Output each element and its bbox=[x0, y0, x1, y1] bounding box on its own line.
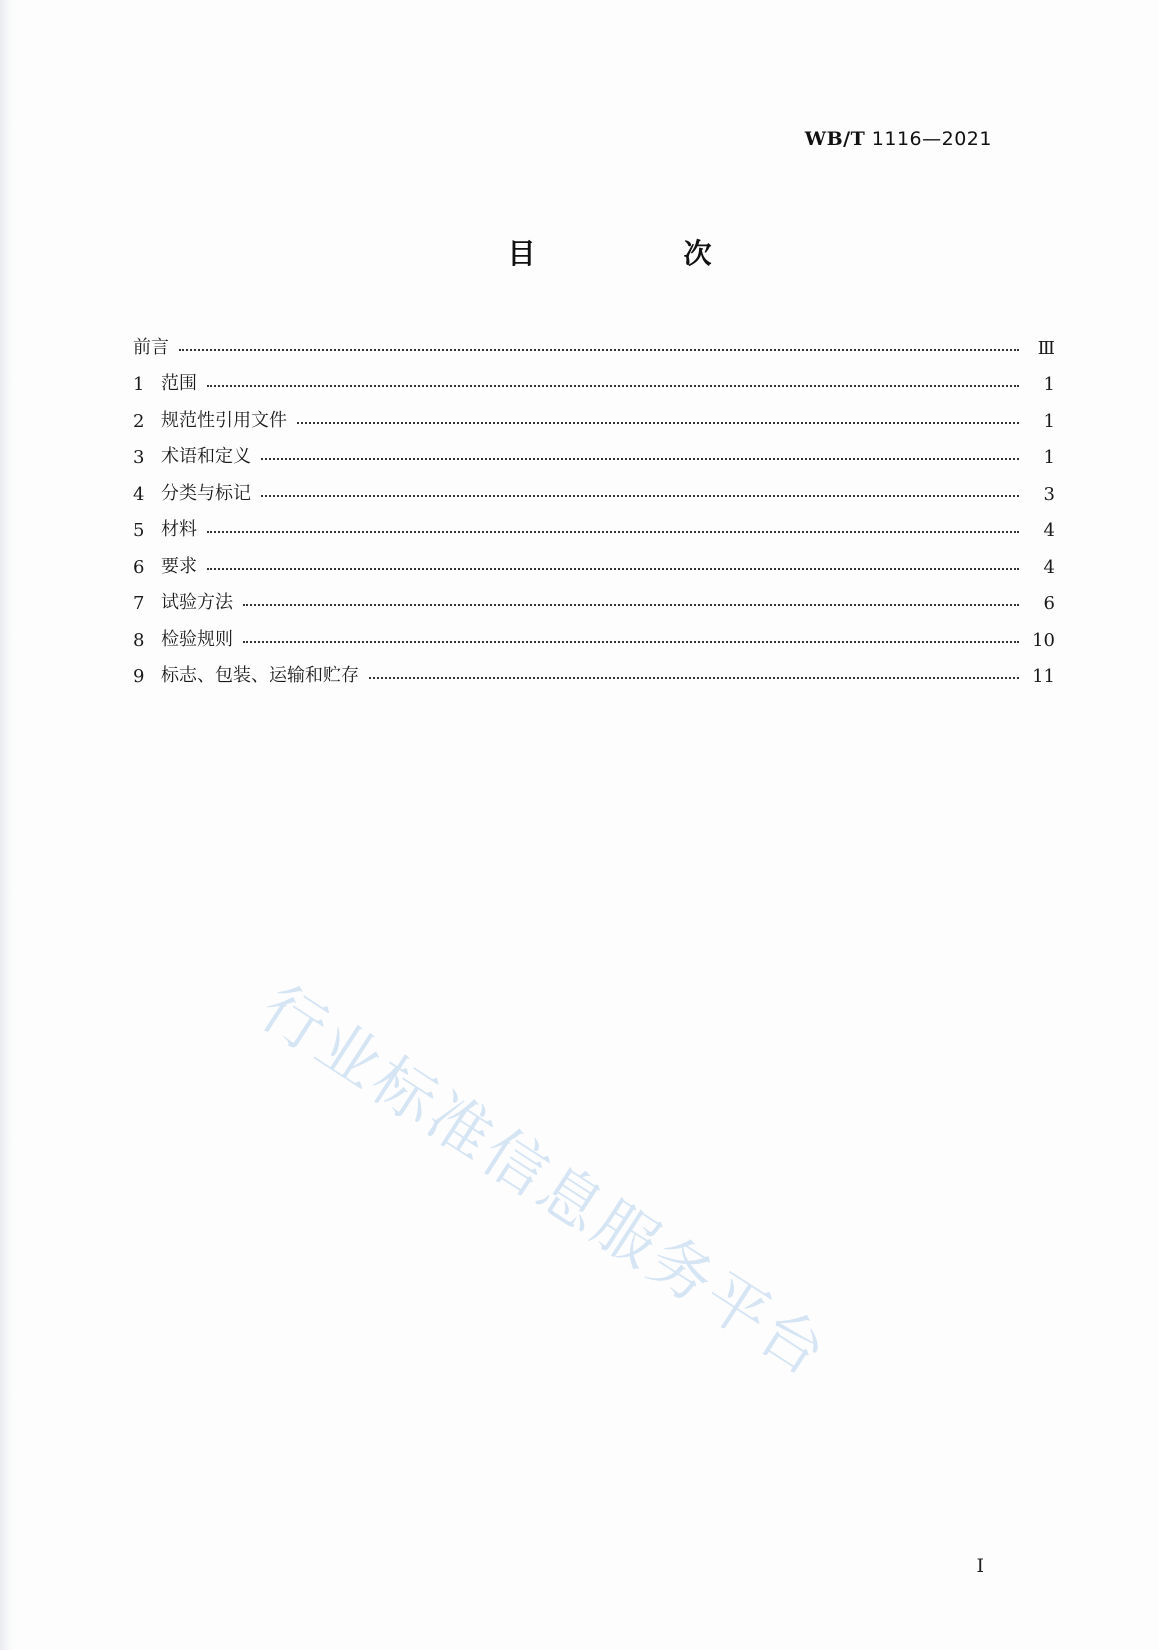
dot-leader bbox=[369, 677, 1019, 679]
toc-entry-page: 10 bbox=[1032, 629, 1055, 651]
watermark-text: 行业标准信息服务平台 bbox=[248, 970, 842, 1392]
toc-entry-page: 1 bbox=[1043, 447, 1055, 468]
standard-code-number: 1116—2021 bbox=[871, 128, 992, 150]
toc-entry-page: 11 bbox=[1032, 666, 1055, 687]
toc-entry-terms[interactable] bbox=[133, 432, 1055, 469]
toc-entry-number: 6 bbox=[133, 556, 145, 578]
dot-leader bbox=[207, 531, 1019, 533]
toc-entry-label: 分类与标记 bbox=[161, 482, 251, 504]
toc-entry-page: 1 bbox=[1043, 410, 1055, 432]
toc-entry-number: 1 bbox=[133, 374, 145, 395]
standard-code-prefix: WB/T bbox=[804, 128, 866, 150]
toc-entry-materials[interactable] bbox=[133, 505, 1055, 542]
toc-entry-label: 标志、包装、运输和贮存 bbox=[161, 665, 359, 686]
toc-entry-number: 2 bbox=[133, 410, 145, 432]
table-of-contents bbox=[133, 322, 1055, 687]
standard-code bbox=[805, 128, 992, 150]
toc-entry-number: 5 bbox=[133, 520, 145, 541]
toc-entry-label: 规范性引用文件 bbox=[161, 409, 287, 431]
toc-entry-number: 9 bbox=[133, 666, 145, 687]
toc-entry-label: 试验方法 bbox=[161, 592, 233, 613]
page-title: 目 次 bbox=[507, 237, 772, 270]
toc-entry-number: 7 bbox=[133, 593, 145, 614]
toc-entry-label: 前言 bbox=[133, 336, 169, 358]
dot-leader bbox=[261, 458, 1019, 460]
toc-entry-label: 范围 bbox=[161, 373, 197, 394]
toc-entry-number: 4 bbox=[133, 483, 145, 505]
toc-entry-requirements[interactable] bbox=[133, 541, 1055, 578]
toc-entry-normative-references[interactable] bbox=[133, 395, 1055, 432]
dot-leader bbox=[261, 495, 1019, 497]
toc-entry-scope[interactable] bbox=[133, 359, 1055, 396]
toc-entry-page: 3 bbox=[1043, 483, 1055, 505]
toc-entry-label: 材料 bbox=[161, 519, 197, 540]
toc-entry-page: 4 bbox=[1043, 520, 1055, 541]
toc-entry-page: 1 bbox=[1043, 374, 1055, 395]
dot-leader bbox=[207, 385, 1019, 387]
dot-leader bbox=[179, 349, 1019, 351]
toc-entry-number: 3 bbox=[133, 447, 145, 468]
toc-entry-number: 8 bbox=[133, 629, 145, 651]
page-number: Ⅰ bbox=[976, 1555, 984, 1577]
dot-leader bbox=[297, 422, 1019, 424]
toc-entry-inspection-rules[interactable] bbox=[133, 614, 1055, 651]
dot-leader bbox=[243, 641, 1019, 643]
dot-leader bbox=[207, 568, 1019, 570]
toc-entry-foreword[interactable] bbox=[133, 322, 1055, 359]
toc-entry-page: 4 bbox=[1043, 556, 1055, 578]
toc-entry-classification[interactable] bbox=[133, 468, 1055, 505]
toc-entry-test-methods[interactable] bbox=[133, 578, 1055, 615]
toc-entry-page: Ⅲ bbox=[1037, 337, 1055, 359]
toc-entry-label: 术语和定义 bbox=[161, 446, 251, 467]
toc-entry-page: 6 bbox=[1043, 593, 1055, 614]
toc-entry-marking-packaging[interactable] bbox=[133, 651, 1055, 688]
dot-leader bbox=[243, 604, 1019, 606]
toc-entry-label: 检验规则 bbox=[161, 628, 233, 650]
toc-entry-label: 要求 bbox=[161, 555, 197, 577]
